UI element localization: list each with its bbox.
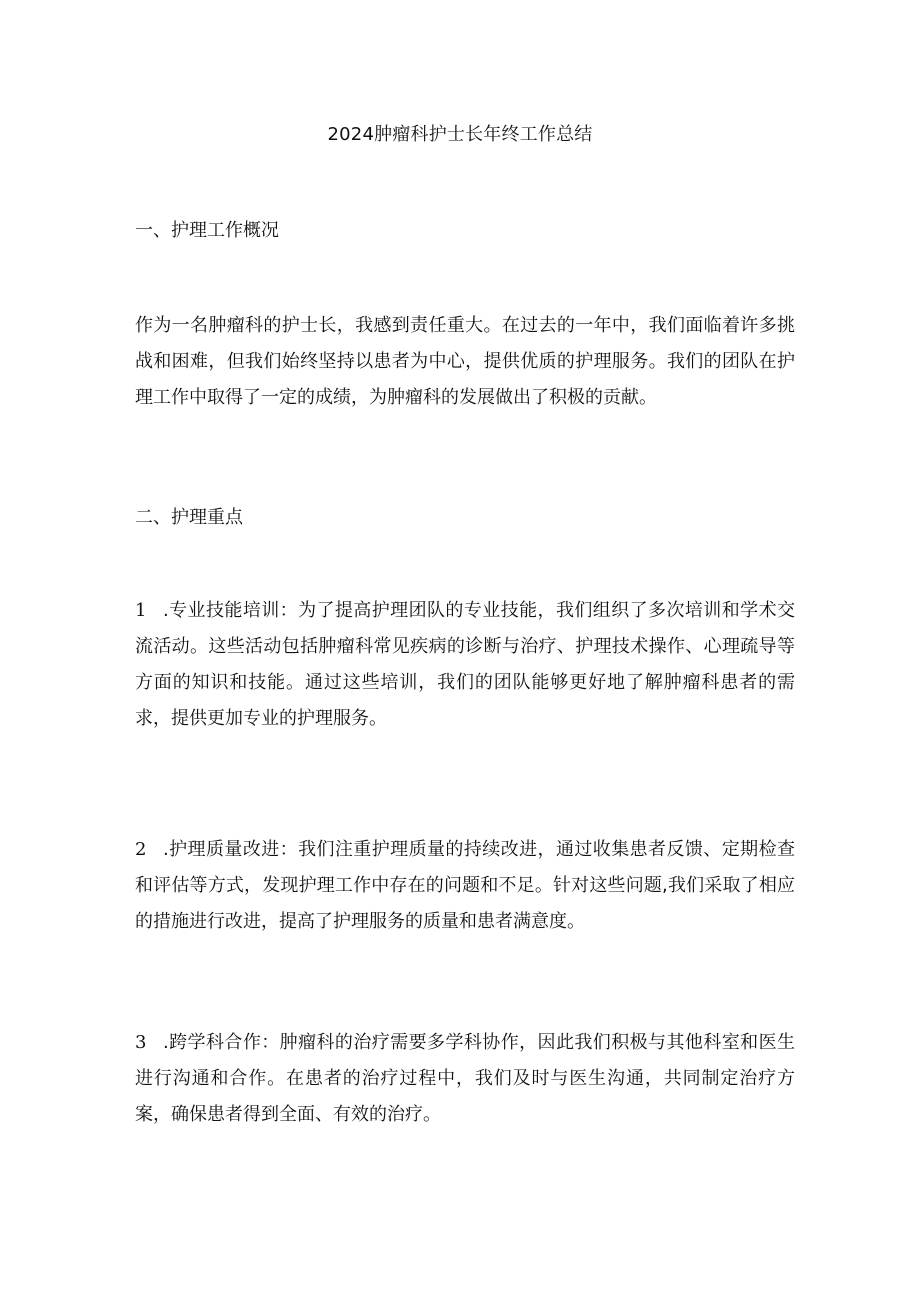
list-item bbox=[135, 593, 795, 737]
list-item-text: 为了提高护理团队的专业技能，我们组织了多次培训和学术交流活动。这些活动包括肿瘤科常见疾病的诊断与治疗、护理技术操作、心理疏导等方面的知识和技能。通过这些培训，我们的团队能够更好地了解肿瘤科患者的需求，提供更加专业的护理服务。 bbox=[135, 600, 795, 729]
document-title: 2024肿瘤科护士长年终工作总结 bbox=[327, 124, 593, 145]
list-item bbox=[135, 832, 795, 940]
list-item-title: .专业技能培训： bbox=[163, 600, 299, 621]
list-item-number: 2 bbox=[135, 839, 147, 860]
overview-paragraph: 作为一名肿瘤科的护士长，我感到责任重大。在过去的一年中，我们面临着许多挑战和困难，但我们始终坚持以患者为中心，提供优质的护理服务。我们的团队在护理工作中取得了一定的成绩，为肿瘤科的发展做出了积极的贡献。 bbox=[135, 315, 795, 408]
list-item bbox=[135, 1025, 795, 1133]
list-item-title: .跨学科合作： bbox=[163, 1032, 280, 1053]
list-item-number: 3 bbox=[135, 1032, 147, 1053]
list-item-text: 我们注重护理质量的持续改进，通过收集患者反馈、定期检查和评估等方式，发现护理工作中存在的问题和不足。针对这些问题,我们采取了相应的措施进行改进，提高了护理服务的质量和患者满意度。 bbox=[135, 839, 795, 932]
section-heading-overview: 一、护理工作概况 bbox=[135, 220, 279, 241]
list-item-title: .护理质量改进： bbox=[163, 839, 299, 860]
section-heading-key-points: 二、护理重点 bbox=[135, 507, 243, 528]
list-item-number: 1 bbox=[135, 600, 147, 621]
list-item-text: 肿瘤科的治疗需要多学科协作，因此我们积极与其他科室和医生进行沟通和合作。在患者的治疗过程中，我们及时与医生沟通，共同制定治疗方案，确保患者得到全面、有效的治疗。 bbox=[135, 1032, 795, 1125]
